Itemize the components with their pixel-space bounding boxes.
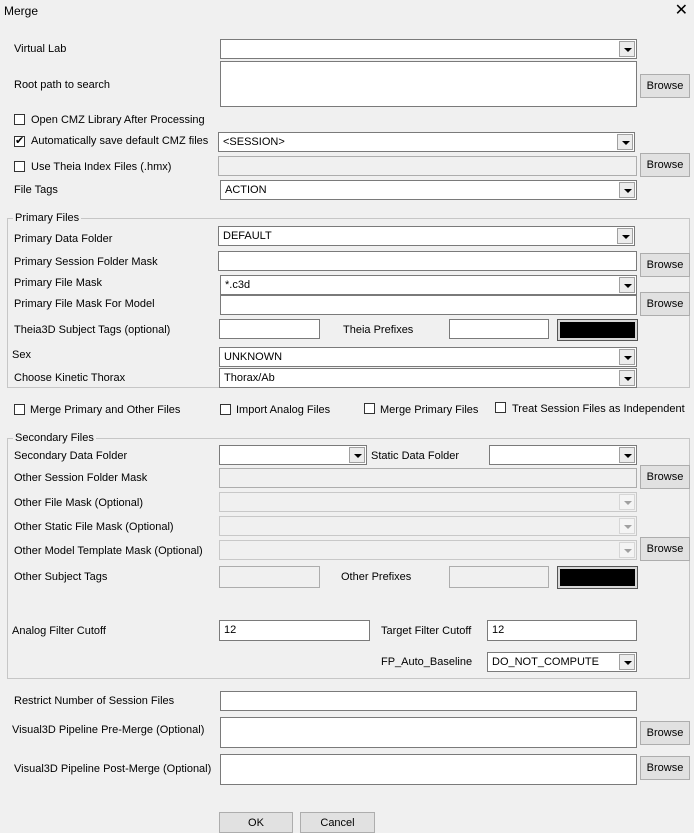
chevron-down-icon [617, 228, 633, 244]
other-file-mask-label: Other File Mask (Optional) [14, 497, 143, 509]
chevron-down-icon [349, 447, 365, 463]
static-data-folder-select[interactable] [489, 445, 637, 465]
primary-mask-model-input[interactable] [220, 295, 637, 315]
primary-session-mask-label: Primary Session Folder Mask [14, 256, 158, 268]
chevron-down-icon [619, 518, 635, 534]
other-static-mask-select[interactable] [219, 516, 637, 536]
theia-prefixes-input[interactable] [449, 319, 549, 339]
post-merge-label: Visual3D Pipeline Post-Merge (Optional) [14, 763, 212, 775]
other-static-mask-label: Other Static File Mask (Optional) [14, 521, 174, 533]
theia-index-input[interactable] [218, 156, 637, 176]
chevron-down-icon [619, 494, 635, 510]
chevron-down-icon [619, 349, 635, 365]
root-path-input[interactable] [220, 61, 637, 107]
primary-session-mask-input[interactable] [218, 251, 637, 271]
other-model-mask-select[interactable] [219, 540, 637, 560]
other-model-mask-label: Other Model Template Mask (Optional) [14, 545, 203, 557]
kinetic-thorax-select[interactable]: Thorax/Ab [219, 368, 637, 388]
kinetic-thorax-label: Choose Kinetic Thorax [14, 372, 126, 384]
ok-button[interactable]: OK [219, 812, 293, 833]
chevron-down-icon [619, 277, 635, 293]
secondary-data-folder-select[interactable] [219, 445, 367, 465]
fp-auto-baseline-select[interactable]: DO_NOT_COMPUTE [487, 652, 637, 672]
target-cutoff-input[interactable]: 12 [487, 620, 637, 641]
merge-primary-other-label: Merge Primary and Other Files [30, 404, 181, 416]
use-theia-checkbox[interactable] [14, 161, 25, 172]
theia-subject-tags-label: Theia3D Subject Tags (optional) [14, 324, 171, 336]
auto-save-label: Automatically save default CMZ files [31, 135, 209, 147]
auto-save-checkbox[interactable] [14, 136, 25, 147]
sex-label: Sex [12, 349, 31, 361]
theia-color-swatch[interactable] [557, 319, 638, 341]
chevron-down-icon [619, 370, 635, 386]
other-session-mask-input[interactable] [219, 468, 637, 488]
chevron-down-icon [619, 654, 635, 670]
analog-cutoff-input[interactable]: 12 [219, 620, 370, 641]
other-color-swatch[interactable] [557, 566, 638, 589]
file-tags-select[interactable]: ACTION [220, 180, 637, 200]
import-analog-label: Import Analog Files [236, 404, 331, 416]
other-subject-tags-input[interactable] [219, 566, 320, 588]
theia-index-browse-button[interactable]: Browse [640, 153, 690, 177]
open-cmz-checkbox[interactable] [14, 114, 25, 125]
theia-prefixes-label: Theia Prefixes [343, 324, 414, 336]
post-merge-input[interactable] [220, 754, 637, 785]
restrict-sessions-label: Restrict Number of Session Files [14, 695, 175, 707]
chevron-down-icon [619, 182, 635, 198]
analog-cutoff-label: Analog Filter Cutoff [12, 625, 106, 637]
restrict-sessions-input[interactable] [220, 691, 637, 711]
secondary-files-legend: Secondary Files [15, 432, 94, 444]
other-session-mask-label: Other Session Folder Mask [14, 472, 148, 484]
primary-mask-model-label: Primary File Mask For Model [14, 298, 155, 310]
virtual-lab-label: Virtual Lab [14, 43, 67, 55]
treat-independent-checkbox[interactable] [495, 402, 506, 413]
primary-session-browse-button[interactable]: Browse [640, 253, 690, 277]
theia-color-fill [560, 322, 635, 338]
primary-file-mask-select[interactable]: *.c3d [220, 275, 637, 295]
pre-merge-label: Visual3D Pipeline Pre-Merge (Optional) [12, 724, 205, 736]
pre-merge-input[interactable] [220, 717, 637, 748]
root-path-browse-button[interactable]: Browse [640, 74, 690, 98]
close-icon[interactable]: ✕ [674, 2, 688, 19]
auto-save-select[interactable]: <SESSION> [218, 132, 635, 152]
fp-auto-baseline-label: FP_Auto_Baseline [381, 656, 473, 668]
merge-primary-other-checkbox[interactable] [14, 404, 25, 415]
target-cutoff-label: Target Filter Cutoff [381, 625, 472, 637]
treat-independent-label: Treat Session Files as Independent [512, 403, 685, 415]
chevron-down-icon [619, 41, 635, 57]
other-prefixes-label: Other Prefixes [341, 571, 412, 583]
chevron-down-icon [619, 542, 635, 558]
primary-data-folder-label: Primary Data Folder [14, 233, 113, 245]
primary-file-mask-label: Primary File Mask [14, 277, 103, 289]
cancel-button[interactable]: Cancel [300, 812, 375, 833]
static-data-folder-label: Static Data Folder [371, 450, 460, 462]
other-color-fill [560, 569, 635, 586]
open-cmz-label: Open CMZ Library After Processing [31, 114, 205, 126]
import-analog-checkbox[interactable] [220, 404, 231, 415]
sex-select[interactable]: UNKNOWN [219, 347, 637, 367]
other-model-browse-button[interactable]: Browse [640, 537, 690, 561]
chevron-down-icon [617, 134, 633, 150]
merge-primary-checkbox[interactable] [364, 403, 375, 414]
window-title: Merge [4, 4, 39, 18]
primary-files-legend: Primary Files [15, 212, 80, 224]
file-tags-label: File Tags [14, 184, 58, 196]
other-prefixes-input[interactable] [449, 566, 549, 588]
primary-data-folder-select[interactable]: DEFAULT [218, 226, 635, 246]
pre-merge-browse-button[interactable]: Browse [640, 721, 690, 745]
other-session-browse-button[interactable]: Browse [640, 465, 690, 489]
primary-mask-model-browse-button[interactable]: Browse [640, 292, 690, 316]
other-subject-tags-label: Other Subject Tags [14, 571, 108, 583]
chevron-down-icon [619, 447, 635, 463]
theia-subject-tags-input[interactable] [219, 319, 320, 339]
virtual-lab-select[interactable] [220, 39, 637, 59]
use-theia-label: Use Theia Index Files (.hmx) [31, 161, 172, 173]
root-path-label: Root path to search [14, 79, 111, 91]
merge-primary-label: Merge Primary Files [380, 404, 479, 416]
post-merge-browse-button[interactable]: Browse [640, 756, 690, 780]
secondary-data-folder-label: Secondary Data Folder [14, 450, 128, 462]
other-file-mask-select[interactable] [219, 492, 637, 512]
